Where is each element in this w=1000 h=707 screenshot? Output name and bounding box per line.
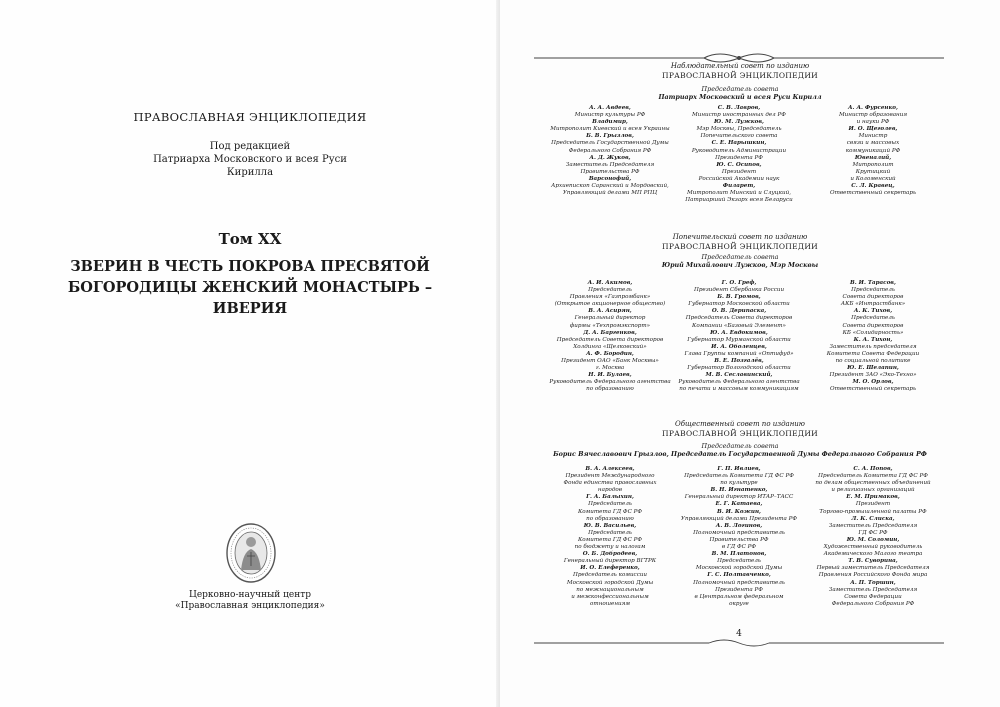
member-role: Председатель Государственной Думы xyxy=(551,140,669,147)
council-member xyxy=(664,330,814,344)
member-role: Председатель xyxy=(588,501,632,508)
member-role: Министр культуры РФ xyxy=(574,112,646,119)
board1-chair-line: Председатель совета xyxy=(701,85,779,93)
member-role: Президент Сбербанка России xyxy=(693,287,785,294)
board3-chair xyxy=(540,442,940,458)
member-role: Губернатор Мурманской области xyxy=(687,336,791,343)
council-member xyxy=(535,133,685,154)
council-member xyxy=(535,280,685,308)
member-role: Председатель xyxy=(851,315,895,322)
member-role: и религиозных организаций xyxy=(831,487,915,494)
member-role: по образованию xyxy=(586,515,634,522)
member-name: В. А. Алексеев, xyxy=(585,466,635,472)
member-name: И. А. Оболенцев, xyxy=(711,343,767,350)
member-role: Председатель xyxy=(588,287,632,294)
member-role: Ответственный секретарь xyxy=(829,386,916,393)
member-role: Первый заместитель Председателя xyxy=(816,565,930,572)
member-role: Управляющий делами МП РПЦ xyxy=(562,190,658,197)
board3-chair-line: Председатель совета xyxy=(701,442,779,450)
board3-col xyxy=(535,466,685,608)
member-name: Г. О. Греф, xyxy=(721,280,757,286)
member-role: КБ «Солидарность» xyxy=(842,329,904,336)
member-name: Г. А. Балыхин, xyxy=(586,494,634,501)
member-name: Ювеналий, xyxy=(854,154,892,161)
encyclopedia-name: ПРАВОСЛАВНАЯ ЭНЦИКЛОПЕДИЯ xyxy=(133,110,367,124)
member-name: В. Н. Игнатенко, xyxy=(710,487,768,494)
member-role: Глава Группы компаний «Оптифуд» xyxy=(684,350,794,357)
editor-line: Под редакцией xyxy=(209,141,291,152)
member-name: М. О. Орлов, xyxy=(852,379,894,386)
council-member xyxy=(798,337,948,365)
board1-col xyxy=(535,105,685,197)
board2-chair xyxy=(540,253,940,269)
council-member xyxy=(798,105,948,126)
member-role: Президента РФ xyxy=(715,154,763,161)
member-role: Федерального Собрания РФ xyxy=(831,600,915,607)
council-member xyxy=(664,183,814,204)
member-role: Президента РФ xyxy=(715,586,763,593)
council-member xyxy=(535,308,685,329)
member-name: В. Е. Позгалёв, xyxy=(714,358,764,365)
member-role: Руководитель Федерального агентства xyxy=(549,379,671,386)
member-name: В. И. Тарасов, xyxy=(850,280,896,286)
member-name: Г. П. Ивлиев, xyxy=(717,466,761,472)
council-member xyxy=(664,308,814,329)
member-name: Г. С. Полтавченко, xyxy=(707,572,771,579)
council-member xyxy=(664,466,814,487)
title-line: БОГОРОДИЦЫ ЖЕНСКИЙ МОНАСТЫРЬ – xyxy=(67,279,433,296)
member-name: А. П. Торшин, xyxy=(850,579,896,586)
member-role: Министр xyxy=(858,133,888,140)
member-role: (Открытое акционерное общество) xyxy=(554,301,666,308)
member-role: Президент ОАО «Банк Москвы» xyxy=(561,358,659,365)
member-name: А. К. Тихов, xyxy=(853,308,893,315)
member-role: Генеральный директор xyxy=(574,315,646,322)
council-member xyxy=(798,558,948,579)
board1-col xyxy=(798,105,948,197)
member-role: Ответственный секретарь xyxy=(829,190,916,197)
member-role: Попечительского совета xyxy=(700,133,778,140)
member-name: О. В. Дерипаска, xyxy=(711,308,767,315)
council-member xyxy=(798,155,948,183)
publisher-seal-icon xyxy=(225,522,277,584)
board1-header xyxy=(600,62,880,80)
member-name: И. О. Елеференко, xyxy=(580,565,640,572)
board2-chair-line: Председатель совета xyxy=(701,253,779,261)
volume-title xyxy=(50,256,450,319)
member-role: Генеральный директор ВГТРК xyxy=(563,558,657,565)
member-name: Ю. М. Лужков, xyxy=(714,119,764,126)
member-role: Председатель Совета директоров xyxy=(556,336,664,343)
member-role: Комитета ГД ФС РФ xyxy=(577,508,643,515)
member-name: В. М. Платонов, xyxy=(711,551,767,558)
member-role: Заместитель Председателя xyxy=(828,586,918,593)
member-name: Н. И. Булаев, xyxy=(588,372,632,379)
council-member xyxy=(798,308,948,336)
member-name: Е. М. Примаков, xyxy=(846,494,900,501)
member-role: Мэр Москвы, Председатель xyxy=(696,126,782,133)
council-member xyxy=(798,580,948,608)
member-role: Московской городской Думы xyxy=(695,565,783,572)
member-role: народов xyxy=(597,487,623,494)
member-role: Председатель xyxy=(588,529,632,536)
member-role: Министр образования xyxy=(838,112,908,119)
member-role: Председатель xyxy=(717,558,761,565)
member-role: и науки РФ xyxy=(856,119,890,126)
council-member xyxy=(798,280,948,308)
member-name: Филарет, xyxy=(722,183,756,190)
member-role: Правительства РФ xyxy=(580,168,640,175)
council-member xyxy=(535,105,685,119)
member-name: А. В. Логинов, xyxy=(715,522,763,529)
member-name: В. И. Кожин, xyxy=(716,508,762,515)
title-line: ИВЕРИЯ xyxy=(212,300,288,317)
member-role: Руководитель Федерального агентства xyxy=(678,379,800,386)
council-member xyxy=(664,572,814,607)
member-name: Б. В. Грызлов, xyxy=(586,133,634,140)
member-role: Руководитель Администрации xyxy=(691,147,787,154)
board1-chair xyxy=(540,85,940,101)
member-role: Федерального Собрания РФ xyxy=(568,147,652,154)
board1-header-line: ПРАВОСЛАВНОЙ ЭНЦИКЛОПЕДИИ xyxy=(662,71,818,80)
board1-chair-line: Патриарх Московский и всея Руси Кирилл xyxy=(658,93,822,101)
board2-header xyxy=(600,233,880,251)
council-member xyxy=(535,494,685,522)
member-role: Правительства РФ xyxy=(709,536,769,543)
council-member xyxy=(798,466,948,494)
member-role: Патриарший Экзарх всея Беларуси xyxy=(685,197,793,204)
member-role: и Коломенский xyxy=(850,175,896,182)
member-role: по бюджету и налогам xyxy=(574,544,646,551)
member-name: Б. В. Громов, xyxy=(717,294,761,301)
member-name: О. Б. Добродеев, xyxy=(582,551,638,558)
member-role: в Центральном федеральном xyxy=(694,593,784,600)
member-role: Комитета Совета Федерации xyxy=(826,350,920,357)
council-member xyxy=(664,509,814,523)
council-member xyxy=(798,183,948,197)
member-role: Президент xyxy=(855,501,891,508)
member-role: по образованию xyxy=(586,386,634,393)
council-member xyxy=(535,176,685,197)
member-name: Ю. А. Евдокимов, xyxy=(710,329,768,336)
member-name: Варсонофий, xyxy=(588,175,632,182)
member-role: Холдинга «Щелковский» xyxy=(573,343,647,350)
council-member xyxy=(535,523,685,551)
member-role: Заместитель Председателя xyxy=(565,161,655,168)
publisher-line: Церковно-научный центр xyxy=(189,590,311,600)
member-name: Ю. Е. Шелапин, xyxy=(847,365,899,372)
page-number: 4 xyxy=(728,629,750,639)
member-name: А. Д. Жуков, xyxy=(589,154,631,161)
member-role: по делам общественных объединений xyxy=(815,480,931,487)
member-role: ГД ФС РФ xyxy=(858,529,888,536)
council-member xyxy=(535,466,685,494)
member-role: Председатель Комитета ГД ФС РФ xyxy=(818,473,928,480)
council-member xyxy=(798,516,948,537)
member-name: Владимир, xyxy=(592,119,628,126)
council-member xyxy=(664,551,814,572)
editor-line: Патриарха Московского и всея Руси xyxy=(153,154,347,165)
member-role: Совета директоров xyxy=(842,322,904,329)
council-member xyxy=(664,344,814,358)
member-role: по межнациональным xyxy=(576,586,644,593)
council-member xyxy=(664,501,814,508)
member-name: А. А. Авдеев, xyxy=(589,105,631,111)
member-role: Председатель xyxy=(851,287,895,294)
board2-header-line: ПРАВОСЛАВНОЙ ЭНЦИКЛОПЕДИИ xyxy=(662,242,818,251)
member-name: Ю. С. Осипов, xyxy=(716,161,762,168)
council-member xyxy=(664,140,814,161)
member-role: связи и массовых xyxy=(846,140,900,147)
member-role: Совета директоров xyxy=(842,294,904,301)
member-name: М. В. Сеславинский, xyxy=(705,372,773,379)
member-role: коммуникаций РФ xyxy=(845,147,901,154)
council-member xyxy=(664,372,814,393)
member-role: Академического Малого театра xyxy=(823,551,923,558)
editor-block xyxy=(80,140,420,179)
council-member xyxy=(798,126,948,154)
council-member xyxy=(664,162,814,183)
board3-header-line: Общественный совет по изданию xyxy=(675,420,805,428)
member-role: отношениям xyxy=(590,600,630,607)
member-role: по печати и массовым коммуникациям xyxy=(679,386,799,393)
member-name: С. Л. Кравец, xyxy=(851,183,895,190)
board3-col xyxy=(798,466,948,608)
member-role: Правления «Газпромбанк» xyxy=(569,294,651,301)
member-name: Д. А. Баргенков, xyxy=(583,329,637,336)
member-name: Ю. В. Васильев, xyxy=(583,522,637,529)
council-member xyxy=(535,351,685,372)
member-role: АКБ «Интрастбанк» xyxy=(840,301,906,308)
member-role: Российской Академии наук xyxy=(698,175,780,182)
council-member xyxy=(535,155,685,176)
member-name: С. В. Лавров, xyxy=(717,105,761,111)
council-member xyxy=(664,119,814,140)
member-role: Заместитель председателя xyxy=(829,343,917,350)
council-member xyxy=(798,537,948,558)
member-role: Митрополит Киевский и всея Украины xyxy=(550,126,670,133)
council-member xyxy=(664,487,814,501)
council-member xyxy=(535,119,685,133)
council-member xyxy=(535,372,685,393)
publisher xyxy=(80,590,420,612)
council-member xyxy=(535,330,685,351)
member-name: Ю. М. Соломин, xyxy=(846,536,900,543)
member-role: фирмы «Техпромэкспорт» xyxy=(569,322,651,329)
board2-col xyxy=(664,280,814,394)
board2-col xyxy=(535,280,685,394)
council-member xyxy=(798,494,948,515)
board2-chair-line: Юрий Михайлович Лужков, Мэр Москвы xyxy=(661,261,819,269)
member-role: Правления Российского Фонда мира xyxy=(818,572,928,579)
member-name: И. О. Щеголев, xyxy=(848,126,898,133)
member-role: Полномочный представитель xyxy=(693,579,785,586)
member-role: Управляющий делами Президента РФ xyxy=(680,515,798,522)
board3-col xyxy=(664,466,814,608)
member-role: и межконфессиональным xyxy=(571,593,649,600)
member-role: Губернатор Вологодской области xyxy=(687,365,791,372)
member-role: Министр иностранных дел РФ xyxy=(692,112,786,119)
editor-line: Кирилла xyxy=(226,167,274,178)
member-role: Президент Международного xyxy=(565,473,655,480)
member-role: Полномочный представитель xyxy=(693,529,785,536)
title-line: ЗВЕРИН В ЧЕСТЬ ПОКРОВА ПРЕСВЯТОЙ xyxy=(70,258,430,275)
member-name: К. А. Тихон, xyxy=(853,336,893,343)
member-name: С. А. Попов, xyxy=(853,466,893,472)
council-member xyxy=(798,379,948,393)
member-role: Компании «Базовый Элемент» xyxy=(692,322,786,329)
member-name: Л. К. Слиска, xyxy=(851,515,895,522)
member-role: Фонда единства православных xyxy=(563,480,657,487)
member-role: Заместитель Председателя xyxy=(828,522,918,529)
member-name: А. И. Акимов, xyxy=(587,280,633,286)
member-role: Президент xyxy=(721,168,757,175)
member-role: Торгово-промышленной палаты РФ xyxy=(819,508,927,515)
council-member xyxy=(664,105,814,119)
member-role: по социальной политике xyxy=(835,358,911,365)
member-name: Т. В. Суворина, xyxy=(848,558,898,565)
member-role: Совета Федерации xyxy=(844,593,902,600)
council-member xyxy=(535,551,685,565)
board3-header-line: ПРАВОСЛАВНОЙ ЭНЦИКЛОПЕДИИ xyxy=(662,429,818,438)
board3-chair-line: Борис Вячеславович Грызлов, Председатель Государственной Думы Федерального Собрания РФ xyxy=(553,450,927,458)
member-role: Президент ЗАО «Эко-Техно» xyxy=(829,372,917,379)
volume-number: Том XX xyxy=(218,230,282,248)
council-member xyxy=(535,565,685,608)
board3-header xyxy=(600,420,880,438)
council-member xyxy=(798,365,948,379)
board1-col xyxy=(664,105,814,204)
board1-header-line: Наблюдательный совет по изданию xyxy=(670,62,810,70)
council-member xyxy=(664,523,814,551)
member-name: А. А. Фурсенко, xyxy=(848,105,898,111)
member-role: Художественный руководитель xyxy=(823,544,923,551)
member-name: А. Ф. Бородин, xyxy=(586,350,634,357)
member-role: Крутицкий xyxy=(855,168,891,175)
board2-col xyxy=(798,280,948,394)
member-name: Е. Г. Катаева, xyxy=(715,501,763,508)
board2-header-line: Попечительский совет по изданию xyxy=(672,233,808,241)
member-name: С. Е. Нарышкин, xyxy=(711,140,767,147)
council-member xyxy=(664,280,814,294)
member-role: Митрополит xyxy=(852,161,894,168)
member-name: В. А. Асирян, xyxy=(588,308,632,315)
publisher-line: «Православная энциклопедия» xyxy=(175,601,325,611)
member-role: Председатель Комитета ГД ФС РФ xyxy=(684,473,794,480)
member-role: Председатель комиссии xyxy=(572,572,648,579)
member-role: Московской городской Думы xyxy=(566,579,654,586)
member-role: в ГД ФС РФ xyxy=(721,544,757,551)
member-role: округе xyxy=(729,600,749,607)
council-member xyxy=(664,294,814,308)
member-role: Председатель Совета директоров xyxy=(685,315,793,322)
member-role: Комитета ГД ФС РФ xyxy=(577,536,643,543)
member-role: г. Москва xyxy=(595,365,625,372)
member-role: по культуре xyxy=(720,480,758,487)
member-role: Митрополит Минский и Слуцкий, xyxy=(687,190,791,197)
member-role: Генеральный директор ИТАР–ТАСС xyxy=(684,494,794,501)
member-role: Губернатор Московской области xyxy=(688,301,790,308)
member-role: Архиепископ Саранский и Мордовский, xyxy=(551,183,669,190)
council-member xyxy=(664,358,814,372)
